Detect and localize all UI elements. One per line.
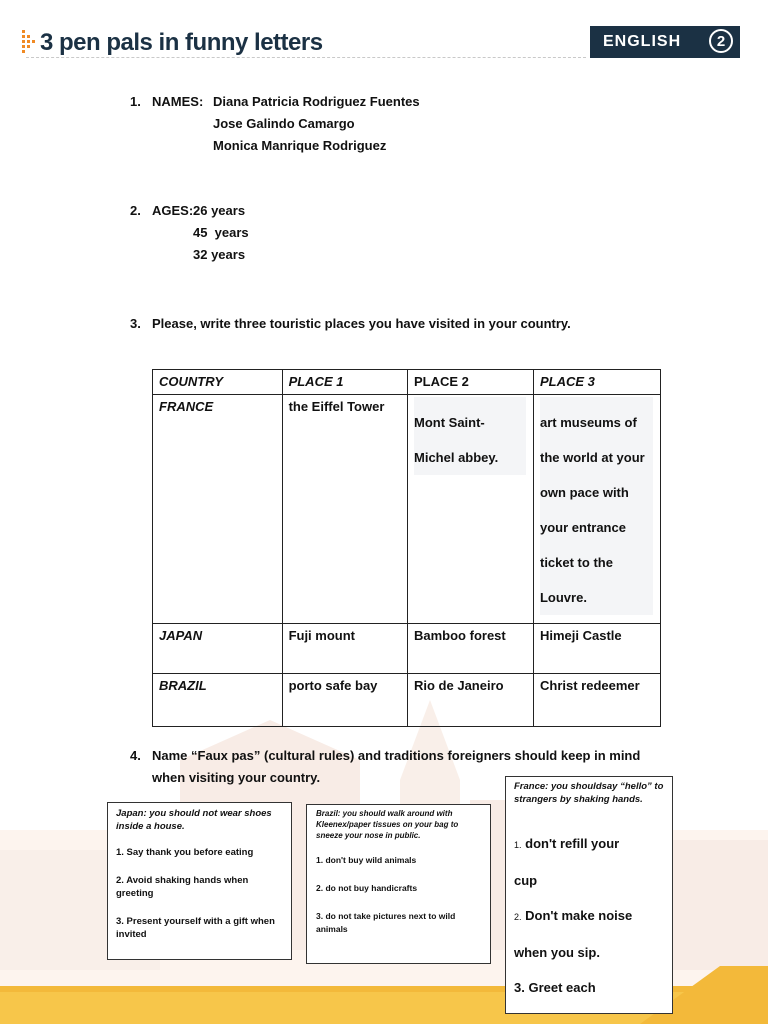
- header-arrow-icon: [22, 30, 38, 56]
- france-item: 2. Don't make noise: [514, 908, 633, 923]
- table-cell-place3: Himeji Castle: [533, 624, 660, 674]
- france-box-title: France: you shouldsay “hello” to strangers by shaking hands.: [514, 781, 664, 805]
- france-item-continued: when you sip.: [514, 945, 600, 960]
- table-row: [153, 624, 661, 674]
- table-header-cell: PLACE 2: [408, 370, 534, 395]
- q4-line1: Name “Faux pas” (cultural rules) and traditions foreigners should keep in mind: [152, 748, 641, 763]
- place2-text: [414, 397, 526, 475]
- q3-number: 3.: [130, 316, 141, 331]
- table-cell-place2: Bamboo forest: [408, 624, 534, 674]
- badge-level: 2: [709, 29, 733, 53]
- badge-label: ENGLISH: [603, 33, 682, 50]
- text-line: Michel abbey.: [414, 450, 499, 465]
- table-cell-place1: Fuji mount: [282, 624, 407, 674]
- table-cell-place1: the Eiffel Tower: [282, 395, 407, 624]
- q1-name-1: Diana Patricia Rodriguez Fuentes: [213, 94, 420, 109]
- text-line: own pace with: [539, 485, 629, 500]
- brazil-item: 3. do not take pictures next to wild animals: [316, 911, 456, 934]
- english-level-badge: [590, 26, 740, 58]
- table-row: [153, 674, 661, 727]
- japan-box-title: Japan: you should not wear shoes inside a house.: [116, 808, 272, 832]
- brazil-box-title: Brazil: you should walk around with Kleenex/paper tissues on your bag to sneeze your nose in public.: [316, 809, 459, 840]
- table-header-cell: PLACE 1: [282, 370, 407, 395]
- japan-item: 3. Present yourself with a gift when invited: [116, 916, 275, 940]
- text-line: art museums of: [539, 415, 637, 430]
- q2-number: 2.: [130, 203, 141, 218]
- q2-age-3: 32 years: [193, 247, 246, 262]
- places-table: [152, 369, 661, 727]
- text-line: Louvre.: [539, 590, 587, 605]
- table-cell-country: FRANCE: [153, 395, 283, 624]
- text-line: Mont Saint-: [414, 415, 485, 430]
- q2-age-1: 26 years: [193, 203, 246, 218]
- japan-item: 2. Avoid shaking hands when greeting: [116, 875, 249, 899]
- q1-number: 1.: [130, 94, 141, 109]
- header-divider: [26, 57, 586, 58]
- place3-text: [540, 397, 653, 615]
- q4-line2: when visiting your country.: [152, 770, 321, 785]
- table-cell-place3: [533, 395, 660, 624]
- table-header-cell: PLACE 3: [533, 370, 660, 395]
- france-item: 1. don't refill your: [514, 836, 620, 851]
- japan-faux-pas-box: [107, 802, 292, 960]
- table-cell-country: BRAZIL: [153, 674, 283, 727]
- page-title: 3 pen pals in funny letters: [40, 29, 323, 56]
- japan-item: 1. Say thank you before eating: [116, 847, 254, 858]
- france-faux-pas-box: [505, 776, 673, 1014]
- france-item: 3. Greet each: [514, 980, 596, 995]
- table-header-row: [153, 370, 661, 395]
- q2-age-2: 45 years: [193, 225, 249, 240]
- q3-text: Please, write three touristic places you have visited in your country.: [152, 316, 571, 331]
- q4-number: 4.: [130, 748, 141, 763]
- table-row: [153, 395, 661, 624]
- q2-label: AGES:: [152, 203, 194, 218]
- brazil-faux-pas-box: [306, 804, 491, 964]
- text-line: ticket to the: [539, 555, 613, 570]
- brazil-item: 1. don't buy wild animals: [316, 855, 417, 865]
- table-cell-place2: Rio de Janeiro: [408, 674, 534, 727]
- table-cell-country: JAPAN: [153, 624, 283, 674]
- table-cell-place2: [408, 395, 534, 624]
- france-item-continued: cup: [514, 873, 538, 888]
- table-cell-place3: Christ redeemer: [533, 674, 660, 727]
- table-header-cell: COUNTRY: [153, 370, 283, 395]
- brazil-item: 2. do not buy handicrafts: [316, 883, 418, 893]
- text-line: your entrance: [539, 520, 626, 535]
- text-line: the world at your: [539, 450, 645, 465]
- q1-name-2: Jose Galindo Camargo: [213, 116, 355, 131]
- table-cell-place1: porto safe bay: [282, 674, 407, 727]
- q1-label: NAMES:: [152, 94, 204, 109]
- q1-name-3: Monica Manrique Rodriguez: [213, 138, 387, 153]
